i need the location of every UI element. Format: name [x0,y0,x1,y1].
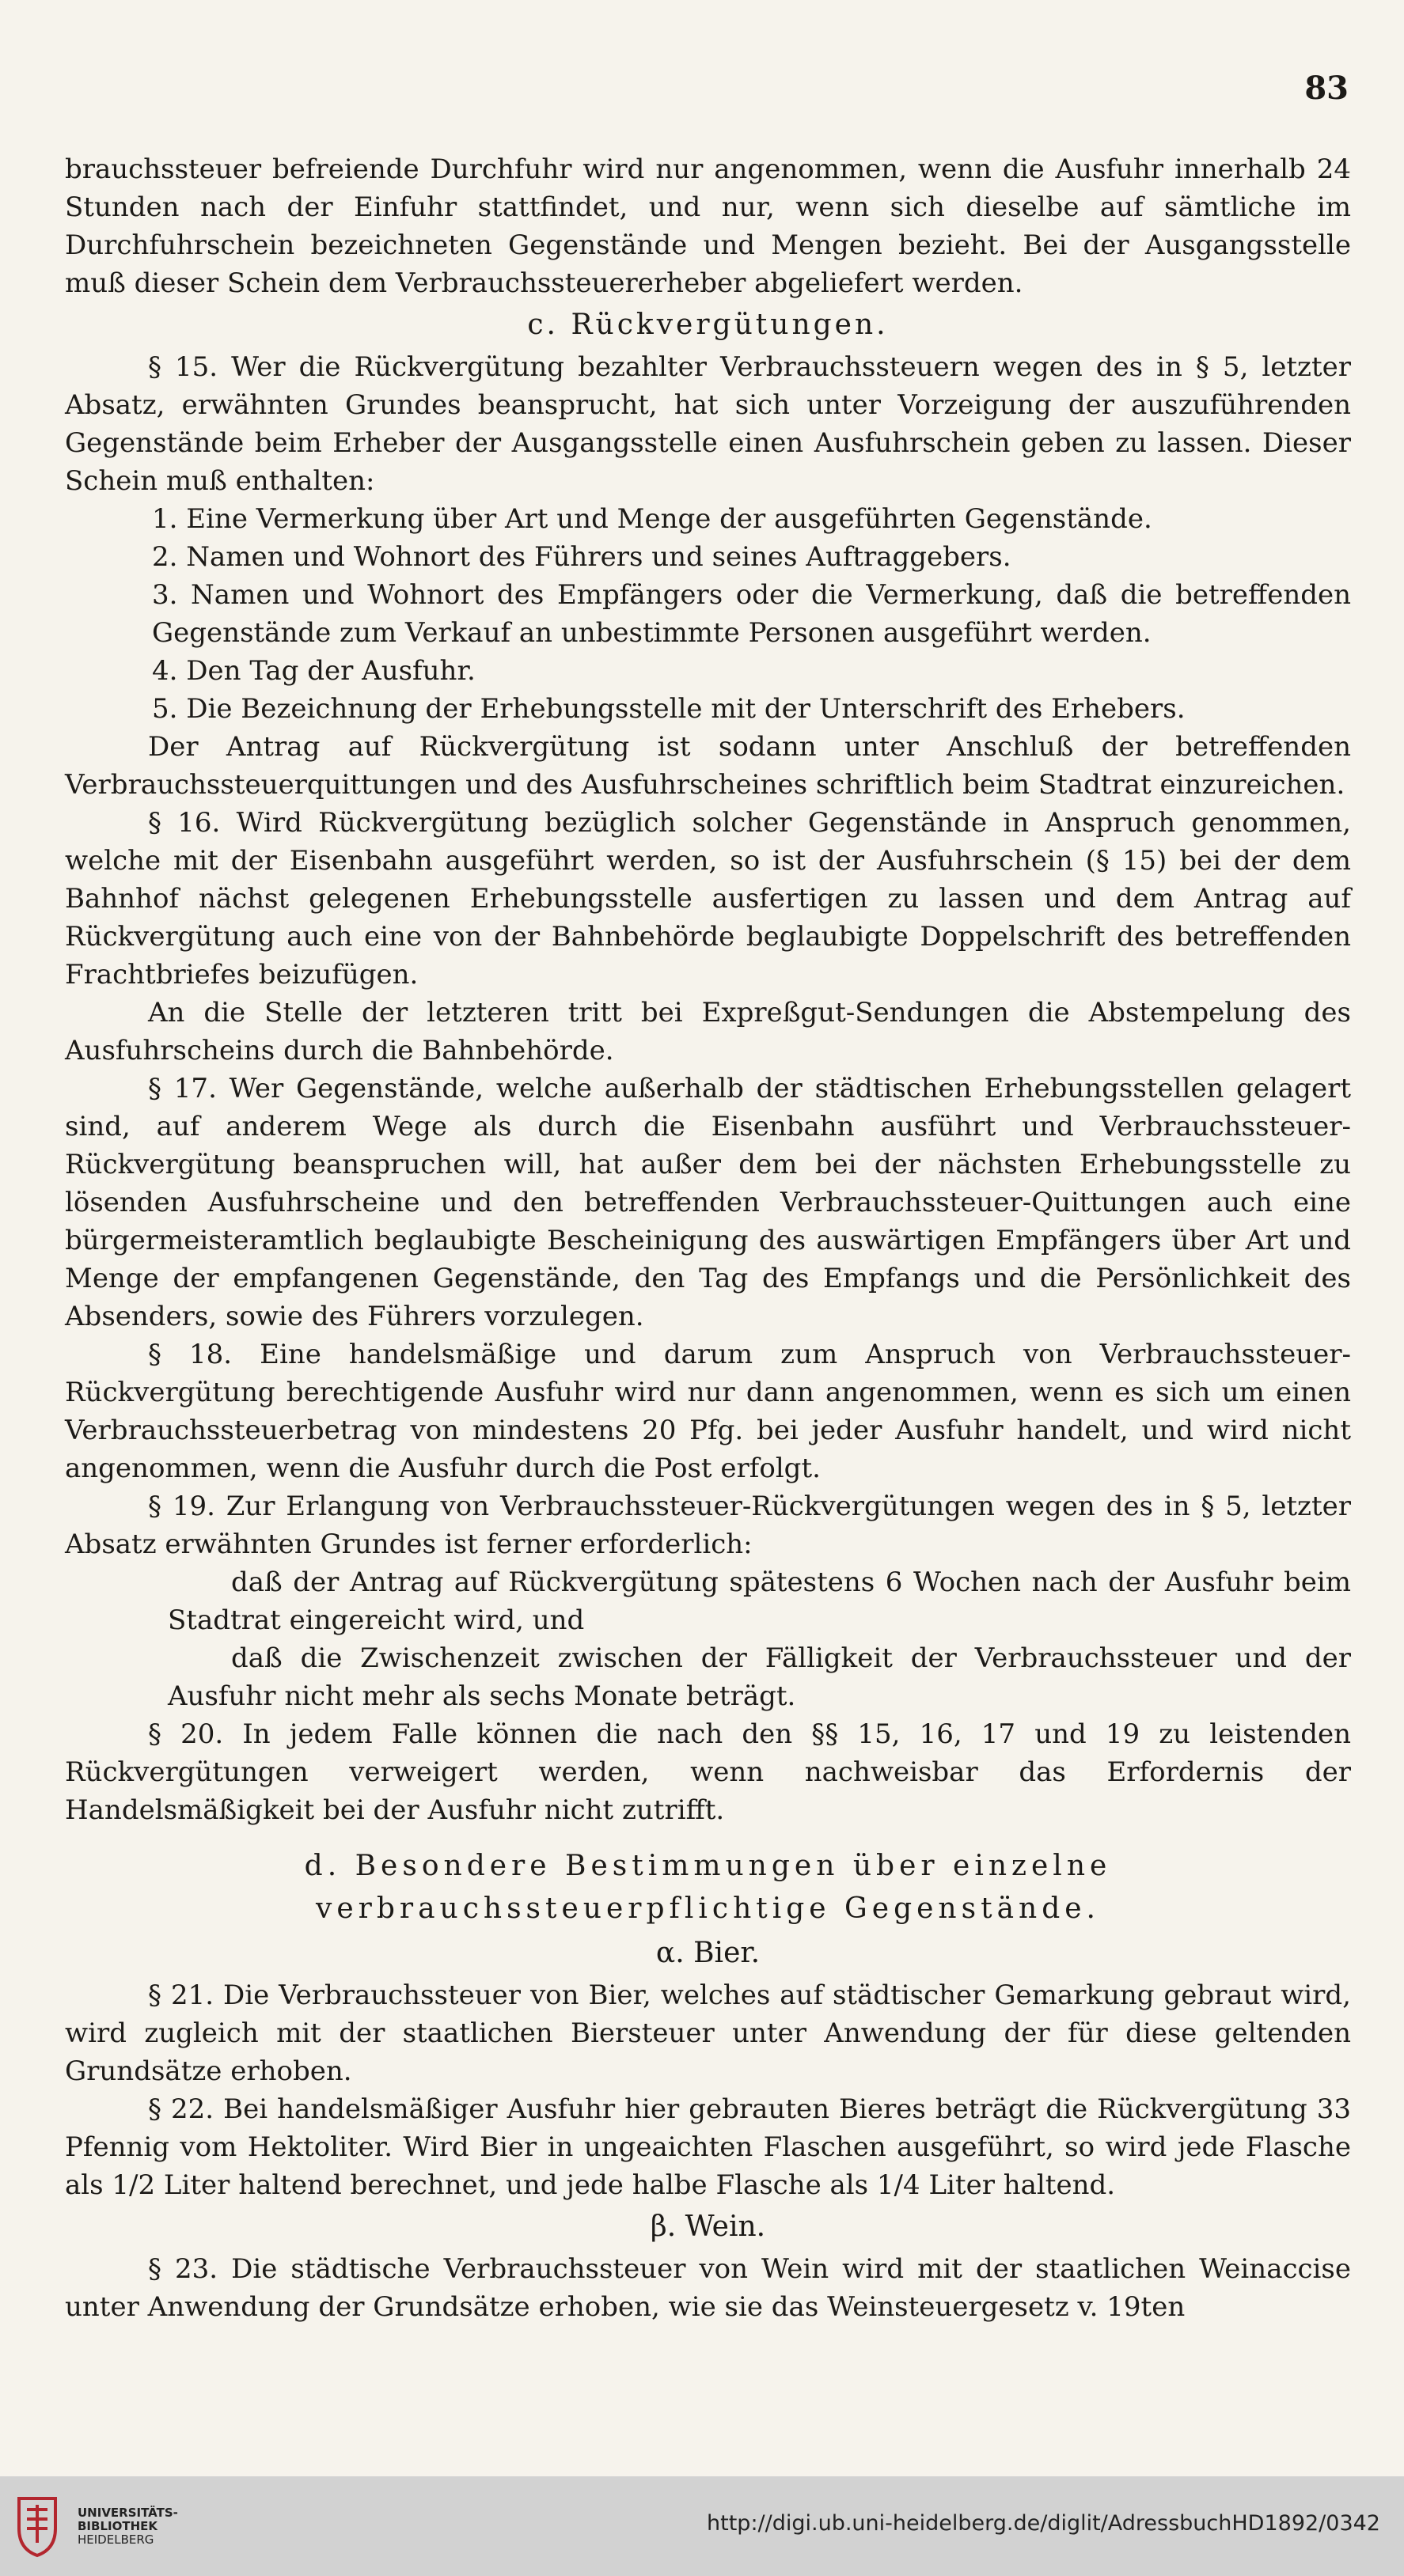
library-logo-text: UNIVERSITÄTS- BIBLIOTHEK HEIDELBERG [78,2506,178,2547]
list-item: 4. Den Tag der Ausfuhr. [152,655,476,687]
page-number: 83 [1304,70,1349,107]
university-seal-icon [14,2494,60,2559]
paragraph: brauchssteuer befreiende Durchfuhr wird nur angenommen, wenn die Ausfuhr innerhalb 24 Stunden nach der Einfuhr stattfindet, und nur, wenn sich dieselbe auf sämtliche im Durchfuhrschein bezeichneten Gegenstände und Mengen bezieht. Bei der Ausgangsstelle muß dieser Schein dem Verbrauchssteuererheber abgeliefert werden. [65,153,1351,299]
section-heading: c. Rückvergütungen. [527,309,889,341]
paragraph: daß der Antrag auf Rückvergütung spätestens 6 Wochen nach der Ausfuhr beim Stadtrat eingereicht wird, und [168,1566,1351,1636]
paragraph: § 23. Die städtische Verbrauchssteuer von Wein wird mit der staatlichen Weinaccise unter Anwendung der Grundsätze erhoben, wie sie das Weinsteuergesetz v. 19ten [65,2253,1351,2323]
footer-bar [0,2476,1404,2576]
list-item: 1. Eine Vermerkung über Art und Menge der ausgeführten Gegenstände. [152,503,1152,535]
subsection-heading: α. Bier. [655,1937,761,1969]
section-heading: d. Besondere Bestimmungen über einzelne verbrauchssteuerpflichtige Gegenstände. [304,1850,1112,1925]
paragraph: § 21. Die Verbrauchssteuer von Bier, welches auf städtischer Gemarkung gebraut wird, wird zugleich mit der staatlichen Biersteuer unter Anwendung der für diese geltenden Grundsätze erhoben. [65,1979,1351,2087]
paragraph: § 18. Eine handelsmäßige und darum zum Anspruch von Verbrauchssteuer-Rückvergütung berechtigende Ausfuhr wird nur dann angenommen, wenn es sich um einen Verbrauchssteuerbetrag von mindestens 20 Pfg. bei jeder Ausfuhr handelt, und wird nicht angenommen, wenn die Ausfuhr durch die Post erfolgt. [65,1339,1351,1484]
paragraph: daß die Zwischenzeit zwischen der Fälligkeit der Verbrauchssteuer und der Ausfuhr nicht mehr als sechs Monate beträgt. [168,1642,1351,1712]
paragraph: § 16. Wird Rückvergütung bezüglich solcher Gegenstände in Anspruch genommen, welche mit der Eisenbahn ausgeführt werden, so ist der Ausfuhrschein (§ 15) bei der dem Bahnhof nächst gelegenen Erhebungsstelle ausfertigen zu lassen und dem Antrag auf Rückvergütung auch eine von der Bahnbehörde beglaubigte Doppelschrift des betreffenden Frachtbriefes beizufügen. [65,807,1351,991]
list-item: 2. Namen und Wohnort des Führers und seines Auftraggebers. [152,541,1011,573]
paragraph: § 20. In jedem Falle können die nach den §§ 15, 16, 17 und 19 zu leistenden Rückvergütungen verweigert werden, wenn nachweisbar das Erfordernis der Handelsmäßigkeit bei der Ausfuhr nicht zutrifft. [65,1718,1351,1826]
paragraph: § 15. Wer die Rückvergütung bezahlter Verbrauchssteuern wegen des in § 5, letzter Absatz, erwähnten Grundes beansprucht, hat sich unter Vorzeigung der auszuführenden Gegenstände beim Erheber der Ausgangsstelle einen Ausfuhrschein geben zu lassen. Dieser Schein muß enthalten: [65,351,1351,497]
page-body [65,150,1351,2326]
paragraph: § 22. Bei handelsmäßiger Ausfuhr hier gebrauten Bieres beträgt die Rückvergütung 33 Pfennig vom Hektoliter. Wird Bier in ungeaichten Flaschen ausgeführt, so wird jede Flasche als 1/2 Liter haltend berechnet, und jede halbe Flasche als 1/4 Liter haltend. [65,2093,1351,2201]
list-item: 3. Namen und Wohnort des Empfängers oder die Vermerkung, daß die betreffenden Gegenstände zum Verkauf an unbestimmte Personen ausgeführt werden. [152,579,1351,649]
paragraph: § 17. Wer Gegenstände, welche außerhalb der städtischen Erhebungsstellen gelagert sind, auf anderem Wege als durch die Eisenbahn ausführt und Verbrauchssteuer-Rückvergütung beanspruchen will, hat außer dem bei der nächsten Erhebungsstelle zu lösenden Ausfuhrscheine und den betreffenden Verbrauchssteuer-Quittungen auch eine bürgermeisteramtlich beglaubigte Bescheinigung des auswärtigen Empfängers über Art und Menge der empfangenen Gegenstände, den Tag des Empfangs und die Persönlichkeit des Absenders, sowie des Führers vorzulegen. [65,1073,1351,1332]
source-url-link[interactable]: http://digi.ub.uni-heidelberg.de/diglit/AdressbuchHD1892/0342 [707,2511,1380,2536]
subsection-heading: β. Wein. [650,2210,766,2243]
paragraph: Der Antrag auf Rückvergütung ist sodann unter Anschluß der betreffenden Verbrauchssteuerquittungen und des Ausfuhrscheines schriftlich beim Stadtrat einzureichen. [65,731,1351,801]
paragraph: § 19. Zur Erlangung von Verbrauchssteuer-Rückvergütungen wegen des in § 5, letzter Absatz erwähnten Grundes ist ferner erforderlich: [65,1491,1351,1560]
paragraph: An die Stelle der letzteren tritt bei Expreßgut-Sendungen die Abstempelung des Ausfuhrscheins durch die Bahnbehörde. [65,997,1351,1066]
list-item: 5. Die Bezeichnung der Erhebungsstelle mit der Unterschrift des Erhebers. [152,693,1186,725]
